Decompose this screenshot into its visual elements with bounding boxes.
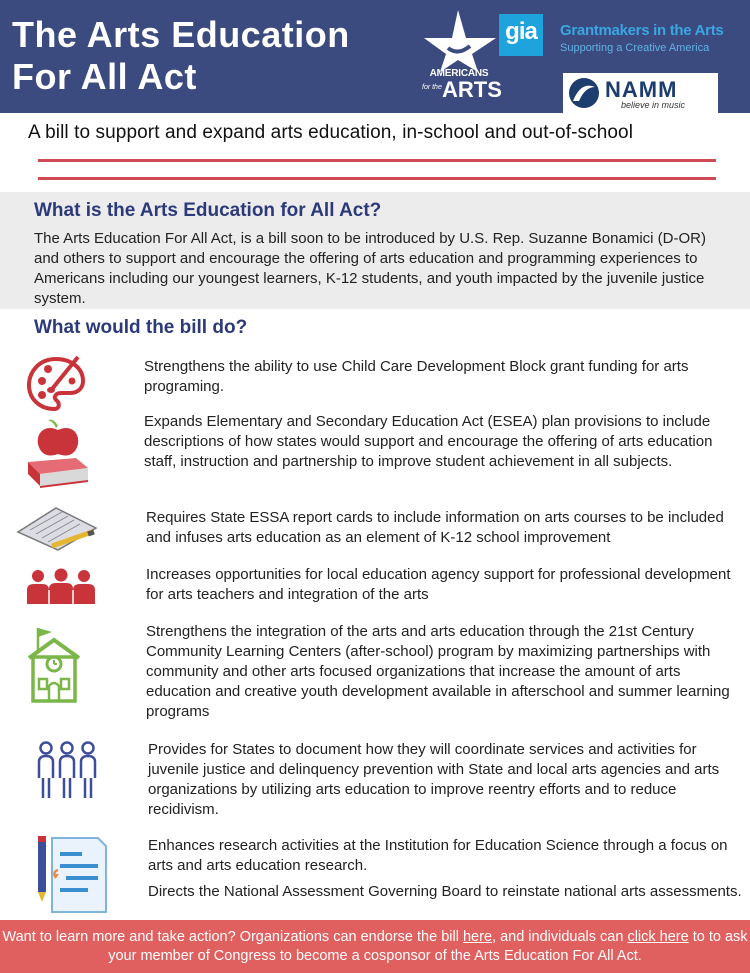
contact-congress-link[interactable]: click here (627, 929, 689, 945)
namm-logo-name: NAMM (605, 77, 678, 102)
namm-logo (563, 73, 718, 113)
palette-icon (26, 355, 86, 413)
footer-text-1: Want to learn more and take action? Organizations can endorse the bill (2, 929, 463, 945)
page-title (12, 14, 350, 98)
list-item-4: Increases opportunities for local education agency support for professional development for arts teachers and integration of the arts (146, 566, 731, 603)
list-item-7: Enhances research activities at the Institution for Education Science through a focus on arts and arts education research. (148, 837, 728, 874)
footer-call-to-action (0, 920, 750, 973)
endorse-bill-link[interactable]: here (462, 929, 493, 945)
footer-text-2: , and individuals can (492, 929, 628, 945)
research-document-icon (36, 834, 108, 918)
afta-logo-for-the: for the (422, 84, 442, 91)
divider-bottom (38, 177, 716, 180)
group-people-icon (24, 568, 98, 606)
notepad-pencil-icon (16, 506, 98, 552)
list-item-1: Strengthens the ability to use Child Care Development Block grant funding for arts programing. (144, 358, 689, 395)
what-body: The Arts Education For All Act, is a bill soon to be introduced by U.S. Rep. Suzanne Bonamici (D-OR) and others to support and encourage the offering of arts education and programming experiences to Americans including our youngest learners, K-12 students, and youth impacted by the juvenile justice system. (34, 230, 706, 307)
three-people-outline-icon (36, 740, 98, 802)
schoolhouse-icon (26, 626, 82, 704)
gia-logo-tagline: Supporting a Creative America (560, 42, 710, 54)
afta-logo-americans: AMERICANS (429, 68, 489, 79)
subtitle: A bill to support and expand arts education, in-school and out-of-school (28, 122, 634, 143)
gia-logo (499, 14, 543, 56)
list-item-6: Provides for States to document how they will coordinate services and activities for juvenile justice and delinquency prevention with State and local arts agencies and arts organizations by utilizing arts education to improve reentry efforts and to reduce recidivism. (148, 741, 720, 818)
namm-logo-tagline: believe in music (621, 100, 686, 110)
title-line-2: For All Act (12, 56, 197, 97)
apple-book-icon (24, 418, 92, 492)
do-heading: What would the bill do? (34, 317, 248, 338)
list-item-3: Requires State ESSA report cards to include information on arts courses to be included and infuses arts education as an element of K-12 school improvement (146, 509, 724, 546)
gia-logo-name: Grantmakers in the Arts (560, 22, 724, 39)
list-item-8: Directs the National Assessment Governing Board to reinstate national arts assessments. (148, 883, 742, 900)
gia-logo-mark: gia (505, 18, 537, 45)
divider-top (38, 159, 716, 162)
footer-text-3: to to ask your member of Congress to become a cosponsor of the Arts Education For All Act. (108, 929, 748, 964)
title-line-1: The Arts Education (12, 14, 350, 55)
afta-logo-arts-word: ARTS (442, 77, 502, 102)
namm-emblem-icon (567, 77, 601, 109)
what-heading: What is the Arts Education for All Act? (34, 200, 382, 221)
list-item-2: Expands Elementary and Secondary Education Act (ESEA) plan provisions to include descriptions of how states would support and encourage the offering of arts education staff, instruction and partnership to improve student achievement in all subjects. (144, 413, 713, 470)
list-item-5: Strengthens the integration of the arts and arts education through the 21st Century Community Learning Centers (after-school) program by maximizing partnerships with community and other arts focused organizations that increase the amount of arts education and creative youth development available in afterschool and summer learning programs (146, 623, 730, 720)
